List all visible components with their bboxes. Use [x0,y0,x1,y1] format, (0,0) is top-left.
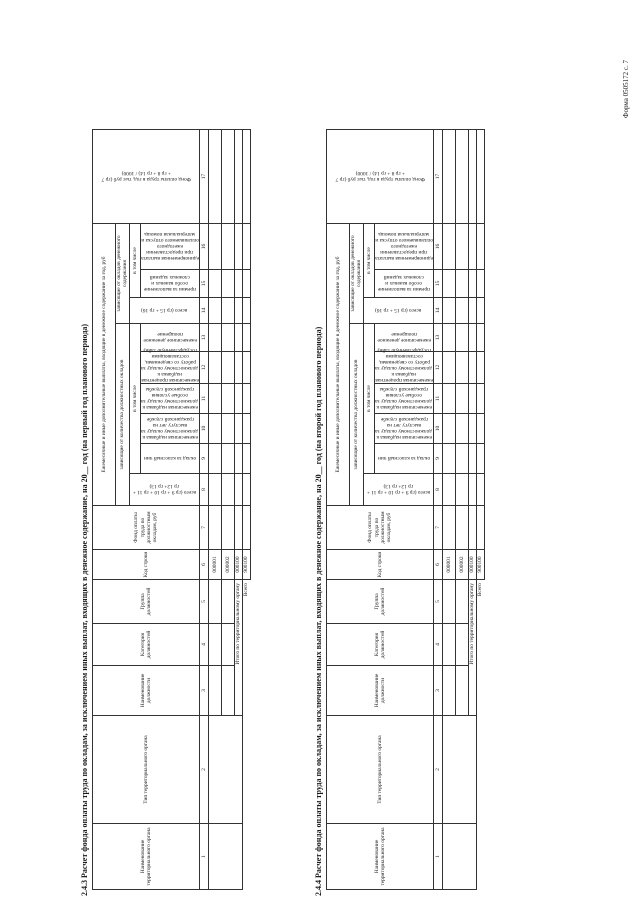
col-header-other-payments: Ежемесячные и иные дополнительные выплаты, входящие в денежное содержание за год, руб [327,224,350,506]
row-code: 900100 [476,550,484,580]
col-header-organ-name: Наименование территориального органа [327,824,434,890]
total-label: Всего [243,583,250,597]
col-header-in-that: в том числе [129,324,140,474]
cell[interactable] [476,474,484,506]
col-header-total-14 [363,298,433,324]
total-by-organ-label: Итого по территориальному органу [468,580,476,716]
salary-fund-table [326,129,485,890]
cell[interactable] [468,506,476,550]
cell[interactable] [234,414,242,444]
col-header-other-payments: Ежемесячные и иные дополнительные выплаты, входящие в денежное содержание за год, руб [93,224,116,506]
cell[interactable] [476,298,484,324]
col-number: 2 [433,716,442,824]
cell[interactable] [221,324,234,352]
col-header-salary-fund: Фонд оплаты труда по должностным окладам, руб [327,506,434,550]
cell[interactable] [208,666,221,716]
col-header-organ-type: Тип территориального органа [93,716,200,824]
cell[interactable] [455,384,468,414]
cell[interactable] [476,270,484,298]
col-number: 12 [199,352,208,384]
col-number: 9 [433,444,442,474]
monthly-bonus-label: ежемесячное денежное поощрение [377,331,431,344]
col-header-position-category: Категория должностей [327,624,434,666]
cell[interactable] [442,130,455,224]
col-number: 16 [199,224,208,270]
col-header-position-category: Категория должностей [93,624,200,666]
cell[interactable] [221,666,234,716]
class-rank-label: оклад за классный чин [377,455,430,462]
total-14-label: всего (гр 15 + гр 16) [141,307,188,314]
cell[interactable] [455,444,468,474]
annual-fund-label: Фонд оплаты труда в год, тыс руб (гр 7 + гр 8 + гр 14) / 1000) [101,170,191,183]
col-number: 5 [433,580,442,624]
col-header-organ-name: Наименование территориального органа [93,824,200,890]
cell[interactable] [468,224,476,270]
col-header-total-8 [363,474,433,506]
cell[interactable] [468,352,476,384]
cell[interactable] [455,298,468,324]
cell[interactable] [455,130,468,224]
col-number: 1 [199,824,208,890]
col-number: 17 [199,130,208,224]
table-row [442,130,455,890]
cell[interactable] [208,324,221,352]
vacation-aid-label: единовременная выплата при предоставлении ежегодного оплачиваемого отпуска и материальная помощь [140,231,199,262]
cell[interactable] [442,270,455,298]
col-number: 5 [199,580,208,624]
col-header-state-secret [140,347,199,384]
col-number: 3 [199,666,208,716]
total-8-label: всего (гр 9 + гр 10 + гр 11 + гр 12+ гр 13) [132,483,196,496]
row-code: 000100 [468,550,476,580]
col-header-class-rank [374,444,433,474]
salary-fund-table [92,129,251,890]
col-header-special-tasks [374,270,433,298]
table-block-first-year [78,0,251,900]
cell[interactable] [455,666,468,716]
col-header-position-group: Группа должностей [327,580,434,624]
cell[interactable] [468,130,476,224]
cell[interactable] [234,506,242,550]
cell[interactable] [476,444,484,474]
col-number: 8 [199,474,208,506]
table-heading: 2.4.4 Расчет фонда оплаты труда по окладам, за исключением иных выплат, входящих в денежное содержание, на 20__ год (на второй год планового периода) [314,326,323,896]
col-header-position-name: Наименование должности [327,666,434,716]
col-header-position-group: Группа должностей [93,580,200,624]
cell[interactable] [242,324,250,352]
table-row [208,130,221,890]
special-tasks-label: премии за выполнение особо важных и сложных заданий [377,274,430,293]
col-header-vacation-aid [374,224,433,270]
cell[interactable] [234,384,242,414]
cell[interactable] [442,414,455,444]
cell[interactable] [468,414,476,444]
col-number: 11 [199,384,208,414]
cell[interactable] [234,298,242,324]
cell[interactable] [468,270,476,298]
col-header-seniority [374,414,433,444]
col-header-depend-salary: зависящие от количества должностных окладов [350,324,364,506]
col-number: 6 [199,550,208,580]
cell[interactable] [221,270,234,298]
col-header-in-that: в том числе [363,324,374,474]
cell[interactable] [242,384,250,414]
vacation-aid-label: единовременная выплата при предоставлении ежегодного оплачиваемого отпуска и материальная помощь [374,231,433,262]
row-code: 900100 [242,550,250,580]
cell[interactable] [455,624,468,666]
cell[interactable] [208,384,221,414]
col-header-annual-fund [93,130,200,224]
table-heading: 2.4.3 Расчет фонда оплаты труда по окладам, за исключением иных выплат, входящих в денежное содержание, на 20__ год (на первый год планового периода) [80,323,89,896]
seniority-label: ежемесячная надбавка к должностному окладу за выслугу лет на гражданской службе [141,416,199,441]
form-code: Форма 0505172 с. 7 [622,60,630,119]
col-header-class-rank [140,444,199,474]
col-header-state-secret [374,347,433,384]
cell[interactable] [468,474,476,506]
total-row [242,130,250,890]
cell[interactable] [442,474,455,506]
row-code: 000002 [221,550,234,580]
cell[interactable] [208,474,221,506]
cell[interactable] [455,352,468,384]
col-header-organ-type: Тип территориального органа [327,716,434,824]
row-code: 000001 [442,550,455,580]
cell[interactable] [208,506,221,550]
col-number: 10 [199,414,208,444]
col-number: 3 [433,666,442,716]
cell[interactable] [208,130,221,224]
cell[interactable] [455,474,468,506]
col-number: 13 [433,324,442,352]
cell[interactable] [476,414,484,444]
cell[interactable] [442,352,455,384]
organ-name-cell[interactable] [442,824,476,890]
total-14-label: всего (гр 15 + гр 16) [375,307,422,314]
cell[interactable] [242,298,250,324]
cell[interactable] [242,352,250,384]
col-header-total-14 [129,298,199,324]
cell[interactable] [442,624,455,666]
cell[interactable] [208,580,221,624]
col-number: 16 [433,224,442,270]
cell[interactable] [442,666,455,716]
cell[interactable] [208,444,221,474]
cell[interactable] [221,506,234,550]
col-header-row-code: Код строки [327,550,434,580]
state-secret-label: ежемесячная процентная надбавка к должностному окладу за работу со сведениями, составляющими государственную тайну [141,347,199,383]
cell[interactable] [208,270,221,298]
class-rank-label: оклад за классный чин [143,455,196,462]
col-header-depend-content: зависящие от окладов денежного содержания [350,224,364,324]
col-number: 14 [199,298,208,324]
col-number: 17 [433,130,442,224]
cell[interactable] [221,444,234,474]
cell[interactable] [476,224,484,270]
organ-type-cell[interactable] [208,716,242,824]
total-label: Всего [477,583,484,597]
cell[interactable] [442,384,455,414]
col-header-special-conditions [374,384,433,414]
cell[interactable] [442,580,455,624]
cell[interactable] [455,224,468,270]
col-number: 11 [433,384,442,414]
cell[interactable] [455,414,468,444]
cell[interactable] [242,444,250,474]
cell[interactable] [221,352,234,384]
col-header-in-that-2: в том числе [129,224,140,298]
special-conditions-label: ежемесячная надбавка к должностному окладу за особые условия гражданской службы [141,386,199,411]
col-header-depend-content: зависящие от окладов денежного содержания [116,224,130,324]
col-number: 15 [199,270,208,298]
cell[interactable] [208,352,221,384]
col-number: 13 [199,324,208,352]
special-tasks-label: премии за выполнение особо важных и сложных заданий [143,274,196,293]
col-header-total-8 [129,474,199,506]
col-number: 4 [199,624,208,666]
col-number: 1 [433,824,442,890]
col-header-salary-fund: Фонд оплаты труда по должностным окладам, руб [93,506,200,550]
cell[interactable] [476,384,484,414]
cell[interactable] [468,384,476,414]
col-number: 8 [433,474,442,506]
cell[interactable] [242,506,250,550]
cell[interactable] [242,474,250,506]
organ-type-cell[interactable] [442,716,476,824]
col-header-special-conditions [140,384,199,414]
cell[interactable] [476,130,484,224]
cell[interactable] [234,224,242,270]
col-number: 6 [433,550,442,580]
cell[interactable] [208,224,221,270]
cell[interactable] [221,474,234,506]
cell[interactable] [242,224,250,270]
col-header-seniority [140,414,199,444]
cell[interactable] [455,580,468,624]
total-by-organ-label: Итого по территориальному органу [234,580,242,716]
cell[interactable] [234,352,242,384]
monthly-bonus-label: ежемесячное денежное поощрение [143,331,197,344]
row-code: 000100 [234,550,242,580]
col-number: 15 [433,270,442,298]
cell[interactable] [234,474,242,506]
cell[interactable] [221,130,234,224]
col-number: 4 [433,624,442,666]
cell[interactable] [476,324,484,352]
special-conditions-label: ежемесячная надбавка к должностному окладу за особые условия гражданской службы [375,386,433,411]
total-8-label: всего (гр 9 + гр 10 + гр 11 + гр 12+ гр 13) [366,483,430,496]
col-number: 7 [433,506,442,550]
cell[interactable] [221,298,234,324]
cell[interactable] [468,444,476,474]
cell[interactable] [468,324,476,352]
cell[interactable] [468,298,476,324]
cell[interactable] [221,224,234,270]
row-code: 000002 [455,550,468,580]
cell[interactable] [476,506,484,550]
state-secret-label: ежемесячная процентная надбавка к должностному окладу за работу со сведениями, составляющими государственную тайну [375,347,433,383]
cell[interactable] [442,298,455,324]
cell[interactable] [442,224,455,270]
annual-fund-label: Фонд оплаты труда в год, тыс руб (гр 7 + гр 8 + гр 14) / 1000) [335,170,425,183]
cell[interactable] [476,352,484,384]
cell[interactable] [208,414,221,444]
col-number: 2 [199,716,208,824]
cell[interactable] [208,624,221,666]
cell[interactable] [208,298,221,324]
col-header-row-code: Код строки [93,550,200,580]
col-header-position-name: Наименование должности [93,666,200,716]
col-header-in-that-2: в том числе [363,224,374,298]
col-header-annual-fund [327,130,434,224]
total-row [476,130,484,890]
cell[interactable] [442,444,455,474]
cell[interactable] [234,130,242,224]
cell[interactable] [242,414,250,444]
organ-name-cell[interactable] [208,824,242,890]
col-header-depend-salary: зависящие от количества должностных окладов [116,324,130,506]
cell[interactable] [455,506,468,550]
seniority-label: ежемесячная надбавка к должностному окладу за выслугу лет на гражданской службе [375,416,433,441]
cell[interactable] [455,324,468,352]
cell[interactable] [442,506,455,550]
row-code: 000001 [208,550,221,580]
cell[interactable] [221,414,234,444]
col-number: 14 [433,298,442,324]
col-number: 7 [199,506,208,550]
cell[interactable] [442,324,455,352]
cell[interactable] [242,270,250,298]
cell[interactable] [221,384,234,414]
col-header-special-tasks [140,270,199,298]
cell[interactable] [455,270,468,298]
cell[interactable] [221,624,234,666]
col-header-vacation-aid [140,224,199,270]
cell[interactable] [234,444,242,474]
col-number: 9 [199,444,208,474]
table-block-second-year [312,0,485,900]
col-number: 12 [433,352,442,384]
cell[interactable] [234,270,242,298]
cell[interactable] [242,130,250,224]
cell[interactable] [234,324,242,352]
cell[interactable] [221,580,234,624]
col-number: 10 [433,414,442,444]
